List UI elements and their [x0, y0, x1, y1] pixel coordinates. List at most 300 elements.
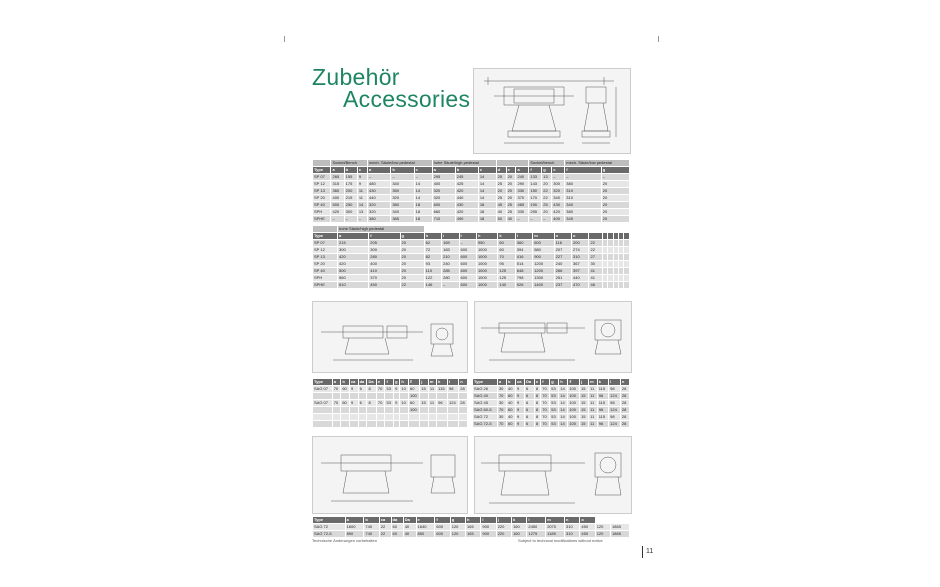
table-cell: 648	[515, 268, 532, 275]
table-header-row	[313, 233, 630, 240]
table-cell: 183	[442, 247, 459, 254]
table-cell: 70	[376, 386, 385, 393]
table-cell: SAG 72-5	[473, 421, 498, 428]
table-cell: 320	[432, 195, 455, 202]
table-cell: 6	[358, 386, 367, 393]
table-cell: 798	[515, 275, 532, 282]
table-cell: 416	[515, 254, 532, 261]
table-cell: 100	[568, 393, 580, 400]
table-cell: 18	[478, 202, 496, 209]
table-cell: 62	[424, 240, 441, 247]
table-cell: 150	[529, 188, 542, 195]
table-cell: SPHE	[313, 282, 338, 289]
table-header-cell: Da	[403, 517, 416, 524]
table-cell: 122	[424, 275, 441, 282]
table-header-cell: b	[364, 517, 379, 524]
table-header-cell: b	[391, 167, 414, 174]
table-cell: 400	[432, 181, 455, 188]
table-cell	[376, 393, 385, 400]
table-cell	[624, 275, 630, 282]
table-cell	[437, 393, 448, 400]
table-cell: 926	[515, 282, 532, 289]
table-cell: 60	[341, 400, 350, 407]
table-cell: 8	[534, 393, 540, 400]
table-cell: 9	[516, 400, 525, 407]
spec-table-sag-right	[472, 378, 630, 428]
table-header-cell: a	[432, 167, 455, 174]
table-row	[473, 400, 630, 407]
technical-drawing-left	[312, 301, 468, 373]
table-cell: 14	[357, 202, 367, 209]
table-cell	[313, 393, 333, 400]
spec-table-sag-left	[312, 378, 468, 428]
table-cell: 255	[529, 209, 542, 216]
table-cell: 20	[601, 216, 629, 223]
table-cell: 22	[379, 524, 391, 531]
table-cell: 240	[554, 261, 571, 268]
spec-table-sag72	[312, 516, 630, 538]
table-cell: 96	[597, 407, 608, 414]
table-cell: 6	[525, 393, 535, 400]
table-row	[313, 275, 630, 282]
page-number: 11	[642, 546, 653, 558]
table-cell: 340	[552, 195, 565, 202]
table-cell: 25	[542, 202, 552, 209]
table-header-cell: b	[506, 379, 515, 386]
table-cell: 420	[338, 261, 369, 268]
table-cell: 240	[516, 174, 529, 181]
table-cell: 480	[368, 181, 391, 188]
table-cell: 1865	[611, 524, 630, 531]
table-cell: 20	[400, 268, 424, 275]
table-cell: 600	[459, 254, 476, 261]
table-cell: 20	[400, 240, 424, 247]
table-cell: 40	[506, 386, 515, 393]
table-cell: 9	[349, 400, 358, 407]
table-cell: 610	[338, 282, 369, 289]
table-cell: 300	[338, 247, 369, 254]
table-cell: 70	[376, 400, 385, 407]
table-cell: 580	[533, 247, 554, 254]
table-cell: 285	[442, 268, 459, 275]
table-header-cell: a	[332, 379, 341, 386]
table-cell	[367, 421, 376, 428]
table-header-cell: ca	[349, 379, 358, 386]
table-cell: 600	[432, 202, 455, 209]
table-cell: 60	[506, 393, 515, 400]
table-cell: 125	[498, 268, 515, 275]
title-de: Zubehör	[312, 64, 400, 90]
table-cell	[385, 407, 394, 414]
table-row	[473, 386, 630, 393]
table-cell: 450	[580, 524, 595, 531]
table-cell: 11	[589, 400, 598, 407]
table-cell	[349, 407, 358, 414]
table-header-cell: e	[534, 379, 540, 386]
table-cell: 124	[448, 400, 459, 407]
table-cell: 18	[478, 216, 496, 223]
table-group-header: Sockel/bench	[529, 160, 565, 167]
table-group-header-row	[313, 160, 630, 167]
table-cell: 8	[534, 421, 540, 428]
table-cell: 420	[455, 209, 478, 216]
table-cell: 440	[572, 275, 589, 282]
table-cell: 380	[565, 181, 602, 188]
table-cell: 2450	[527, 524, 546, 531]
table-header-cell: o	[572, 233, 589, 240]
table-cell: 300	[369, 247, 400, 254]
table-cell: –	[459, 240, 476, 247]
table-cell: 53	[550, 400, 559, 407]
table-cell: 9	[394, 400, 400, 407]
table-cell: 1000	[476, 275, 497, 282]
table-header-cell: c	[478, 167, 496, 174]
table-cell: SP 07	[313, 174, 331, 181]
table-header-cell	[589, 233, 602, 240]
table-cell: –	[529, 216, 542, 223]
table-cell: 251	[554, 275, 571, 282]
table-header-cell: i	[442, 233, 459, 240]
table-cell: 60	[391, 531, 403, 538]
table-cell: 20	[400, 261, 424, 268]
table-cell: 397	[572, 268, 589, 275]
table-cell	[428, 407, 436, 414]
table-cell: SP 12	[313, 181, 331, 188]
table-cell: 60	[506, 421, 515, 428]
table-cell: 70	[332, 400, 341, 407]
table-cell: 340	[565, 202, 602, 209]
table-cell: 1000	[476, 261, 497, 268]
table-cell: 1865	[611, 531, 630, 538]
table-row	[313, 386, 468, 393]
table-row	[313, 407, 468, 414]
table-cell: –	[344, 216, 357, 223]
table-cell	[341, 421, 350, 428]
table-cell: 345	[565, 216, 602, 223]
table-cell: 46	[589, 282, 602, 289]
table-cell: SAG 07	[313, 386, 333, 393]
table-cell: 115	[597, 400, 608, 407]
table-cell: 1000	[476, 268, 497, 275]
table-cell	[376, 407, 385, 414]
table-cell: 70	[541, 393, 550, 400]
table-cell: 8	[367, 386, 376, 393]
table-cell: 11	[357, 195, 367, 202]
table-cell: 160	[512, 531, 527, 538]
table-cell: 600	[459, 247, 476, 254]
table-cell: 98	[448, 386, 459, 393]
table-header-cell: a	[497, 379, 506, 386]
table-cell: 8	[534, 414, 540, 421]
table-cell: 20	[400, 254, 424, 261]
table-cell: 13	[542, 174, 552, 181]
table-cell: 400	[552, 216, 565, 223]
table-row	[313, 524, 630, 531]
table-row	[313, 268, 630, 275]
table-cell: 41	[589, 268, 602, 275]
table-cell: SAG 72-5	[313, 531, 346, 538]
table-cell: 27	[589, 254, 602, 261]
table-cell: –	[601, 174, 629, 181]
table-cell: 10	[400, 386, 409, 393]
table-header-cell: c	[552, 167, 565, 174]
table-cell: 370	[516, 195, 529, 202]
table-cell: 20	[506, 181, 516, 188]
table-cell: 9	[349, 386, 358, 393]
table-cell: –	[414, 174, 432, 181]
table-row	[313, 181, 630, 188]
table-row	[313, 195, 630, 202]
table-cell: 15	[420, 400, 429, 407]
table-cell: 20	[542, 181, 552, 188]
table-header-cell: n	[554, 233, 571, 240]
table-cell: 465	[516, 202, 529, 209]
table-cell: 900	[481, 531, 496, 538]
table-cell: SAG 72	[473, 414, 498, 421]
table-cell: 490	[455, 216, 478, 223]
table-cell: 50	[496, 216, 506, 223]
table-cell: 175	[344, 181, 357, 188]
table-cell: 155	[344, 174, 357, 181]
table-cell: 1200	[533, 261, 554, 268]
table-cell	[376, 414, 385, 421]
table-cell: 600	[459, 268, 476, 275]
table-header-cell: n	[620, 379, 629, 386]
table-cell: 280	[369, 254, 400, 261]
table-header-cell: h	[476, 233, 497, 240]
table-cell: 300	[552, 181, 565, 188]
table-cell	[409, 421, 420, 428]
table-cell: 14	[478, 195, 496, 202]
table-header-cell: h	[466, 517, 481, 524]
table-cell: 20	[400, 275, 424, 282]
table-cell: SP 13	[313, 254, 338, 261]
table-cell: 25	[506, 209, 516, 216]
table-header-cell: g	[450, 517, 465, 524]
table-cell: 100	[568, 400, 580, 407]
table-row	[473, 393, 630, 400]
table-row	[313, 421, 468, 428]
table-cell: 660	[432, 209, 455, 216]
table-cell: 1640	[416, 524, 435, 531]
table-cell: 245	[455, 174, 478, 181]
table-cell	[437, 414, 448, 421]
table-cell: 20	[601, 195, 629, 202]
table-cell	[349, 421, 358, 428]
table-cell: 9	[516, 393, 525, 400]
table-cell: SP 13	[313, 188, 331, 195]
table-cell: 500	[331, 202, 344, 209]
table-cell: 380	[368, 216, 391, 223]
table-cell: 70	[497, 393, 506, 400]
table-cell: 266	[554, 268, 571, 275]
table-cell	[448, 414, 459, 421]
table-row	[313, 202, 630, 209]
table-cell: 11	[589, 393, 598, 400]
table-cell: 18	[414, 216, 432, 223]
table-header-cell: b	[455, 167, 478, 174]
table-header-cell: Type	[313, 379, 333, 386]
table-cell: 210	[442, 254, 459, 261]
table-cell: 560	[338, 275, 369, 282]
table-header-cell: f	[369, 233, 400, 240]
table-cell: 98	[609, 386, 621, 393]
table-cell: 72	[424, 247, 441, 254]
table-cell: 600	[435, 531, 450, 538]
table-row	[313, 400, 468, 407]
table-cell: 96	[437, 400, 448, 407]
table-header-cell: g	[542, 167, 552, 174]
table-cell: 98	[609, 414, 621, 421]
table-cell: 28	[620, 414, 629, 421]
table-cell: 1000	[476, 254, 497, 261]
table-cell: 1300	[533, 275, 554, 282]
table-cell: 115	[597, 386, 608, 393]
table-header-cell: b	[341, 379, 350, 386]
table-cell	[448, 407, 459, 414]
table-cell: 30	[497, 400, 506, 407]
table-cell: 1200	[533, 268, 554, 275]
table-cell: 20	[601, 181, 629, 188]
table-header-cell: Da	[525, 379, 535, 386]
table-cell	[459, 414, 468, 421]
table-cell: 410	[369, 268, 400, 275]
table-header-cell: ℓ	[568, 379, 580, 386]
table-cell: 70	[541, 400, 550, 407]
table-cell: 22	[589, 247, 602, 254]
table-cell: 11	[589, 407, 598, 414]
table-cell: –	[565, 174, 602, 181]
table-cell: 70	[332, 386, 341, 393]
table-row	[313, 531, 630, 538]
table-cell: 320	[368, 209, 391, 216]
table-cell: –	[357, 216, 367, 223]
table-cell: 9	[516, 421, 525, 428]
table-cell: 20	[506, 174, 516, 181]
crop-mark	[652, 36, 659, 42]
table-row	[313, 393, 468, 400]
table-cell: 15	[580, 393, 589, 400]
table-header-cell: Type	[313, 233, 338, 240]
table-cell: 350	[391, 188, 414, 195]
table-cell: 1185	[546, 531, 565, 538]
table-header-cell: h	[559, 379, 568, 386]
table-cell: 60	[341, 386, 350, 393]
table-cell: 96	[597, 421, 608, 428]
table-cell: 20	[601, 188, 629, 195]
table-header-cell: Type	[473, 379, 498, 386]
table-header-cell: g	[601, 167, 629, 174]
spec-table-pedestals	[312, 159, 630, 223]
table-cell: 385	[391, 216, 414, 223]
table-header-cell: a	[368, 167, 391, 174]
table-cell: 124	[609, 393, 621, 400]
table-cell: 227	[554, 254, 571, 261]
table-cell: 850	[416, 531, 435, 538]
table-cell	[437, 407, 448, 414]
table-header-cell: i	[481, 517, 496, 524]
table-header-cell: f	[435, 517, 450, 524]
table-header-cell: Type	[313, 167, 331, 174]
table-cell: SP 07	[313, 240, 338, 247]
table-cell: SPHE	[313, 216, 331, 223]
table-cell: 45	[496, 202, 506, 209]
table-cell: 310	[565, 195, 602, 202]
table-cell: 14	[559, 386, 568, 393]
table-cell	[459, 421, 468, 428]
table-group-header: hohe Säule/high pedestal	[338, 226, 425, 233]
table-cell: 740	[364, 524, 379, 531]
table-header-cell: k	[597, 379, 608, 386]
table-header-cell: e	[376, 379, 385, 386]
table-cell: 6	[358, 400, 367, 407]
table-cell: 93	[424, 261, 441, 268]
table-cell: SAG 60-5	[473, 407, 498, 414]
table-header-cell: ca	[516, 379, 525, 386]
table-cell: 115	[437, 386, 448, 393]
table-header-cell: da	[391, 517, 403, 524]
table-cell: 133	[529, 174, 542, 181]
table-row	[313, 188, 630, 195]
table-header-cell: c	[414, 167, 432, 174]
table-cell	[367, 407, 376, 414]
table-cell: 1275	[527, 531, 546, 538]
table-cell: 14	[414, 181, 432, 188]
table-cell: 240	[442, 261, 459, 268]
table-group-header	[496, 160, 529, 167]
table-header-cell: ł	[459, 233, 476, 240]
table-cell: 53	[550, 414, 559, 421]
table-cell	[400, 407, 409, 414]
table-cell	[400, 421, 409, 428]
table-cell	[437, 421, 448, 428]
table-cell	[313, 407, 333, 414]
table-cell: 22	[542, 195, 552, 202]
table-header-cell: ℓ	[409, 379, 420, 386]
table-cell: SAG 26	[473, 386, 498, 393]
table-cell: 600	[435, 524, 450, 531]
table-cell: 28	[620, 393, 629, 400]
table-header-cell: l	[515, 233, 532, 240]
table-cell: 710	[432, 216, 455, 223]
footer-right-note: Subject to technical modifications without notice	[518, 538, 603, 543]
table-header-cell: Type	[313, 517, 346, 524]
table-cell: 125	[498, 275, 515, 282]
table-cell: 220	[496, 531, 511, 538]
table-header-row	[313, 379, 468, 386]
table-header-cell: g	[550, 379, 559, 386]
table-cell: –	[368, 174, 391, 181]
table-row	[313, 209, 630, 216]
table-cell: 70	[541, 414, 550, 421]
table-cell: 430	[368, 188, 391, 195]
technical-drawing-pedestal	[473, 68, 631, 154]
table-cell: 70	[497, 421, 506, 428]
table-cell: 11	[357, 188, 367, 195]
table-cell: 600	[459, 282, 476, 289]
table-cell: 450	[369, 282, 400, 289]
table-cell: 25	[506, 202, 516, 209]
table-cell	[367, 414, 376, 421]
table-cell	[428, 421, 436, 428]
table-cell: 15	[580, 414, 589, 421]
table-cell: 300	[344, 209, 357, 216]
table-cell: 100	[409, 407, 420, 414]
table-cell	[332, 393, 341, 400]
table-header-cell: a	[331, 167, 344, 174]
table-cell: 70	[497, 407, 506, 414]
table-cell: 10	[400, 400, 409, 407]
